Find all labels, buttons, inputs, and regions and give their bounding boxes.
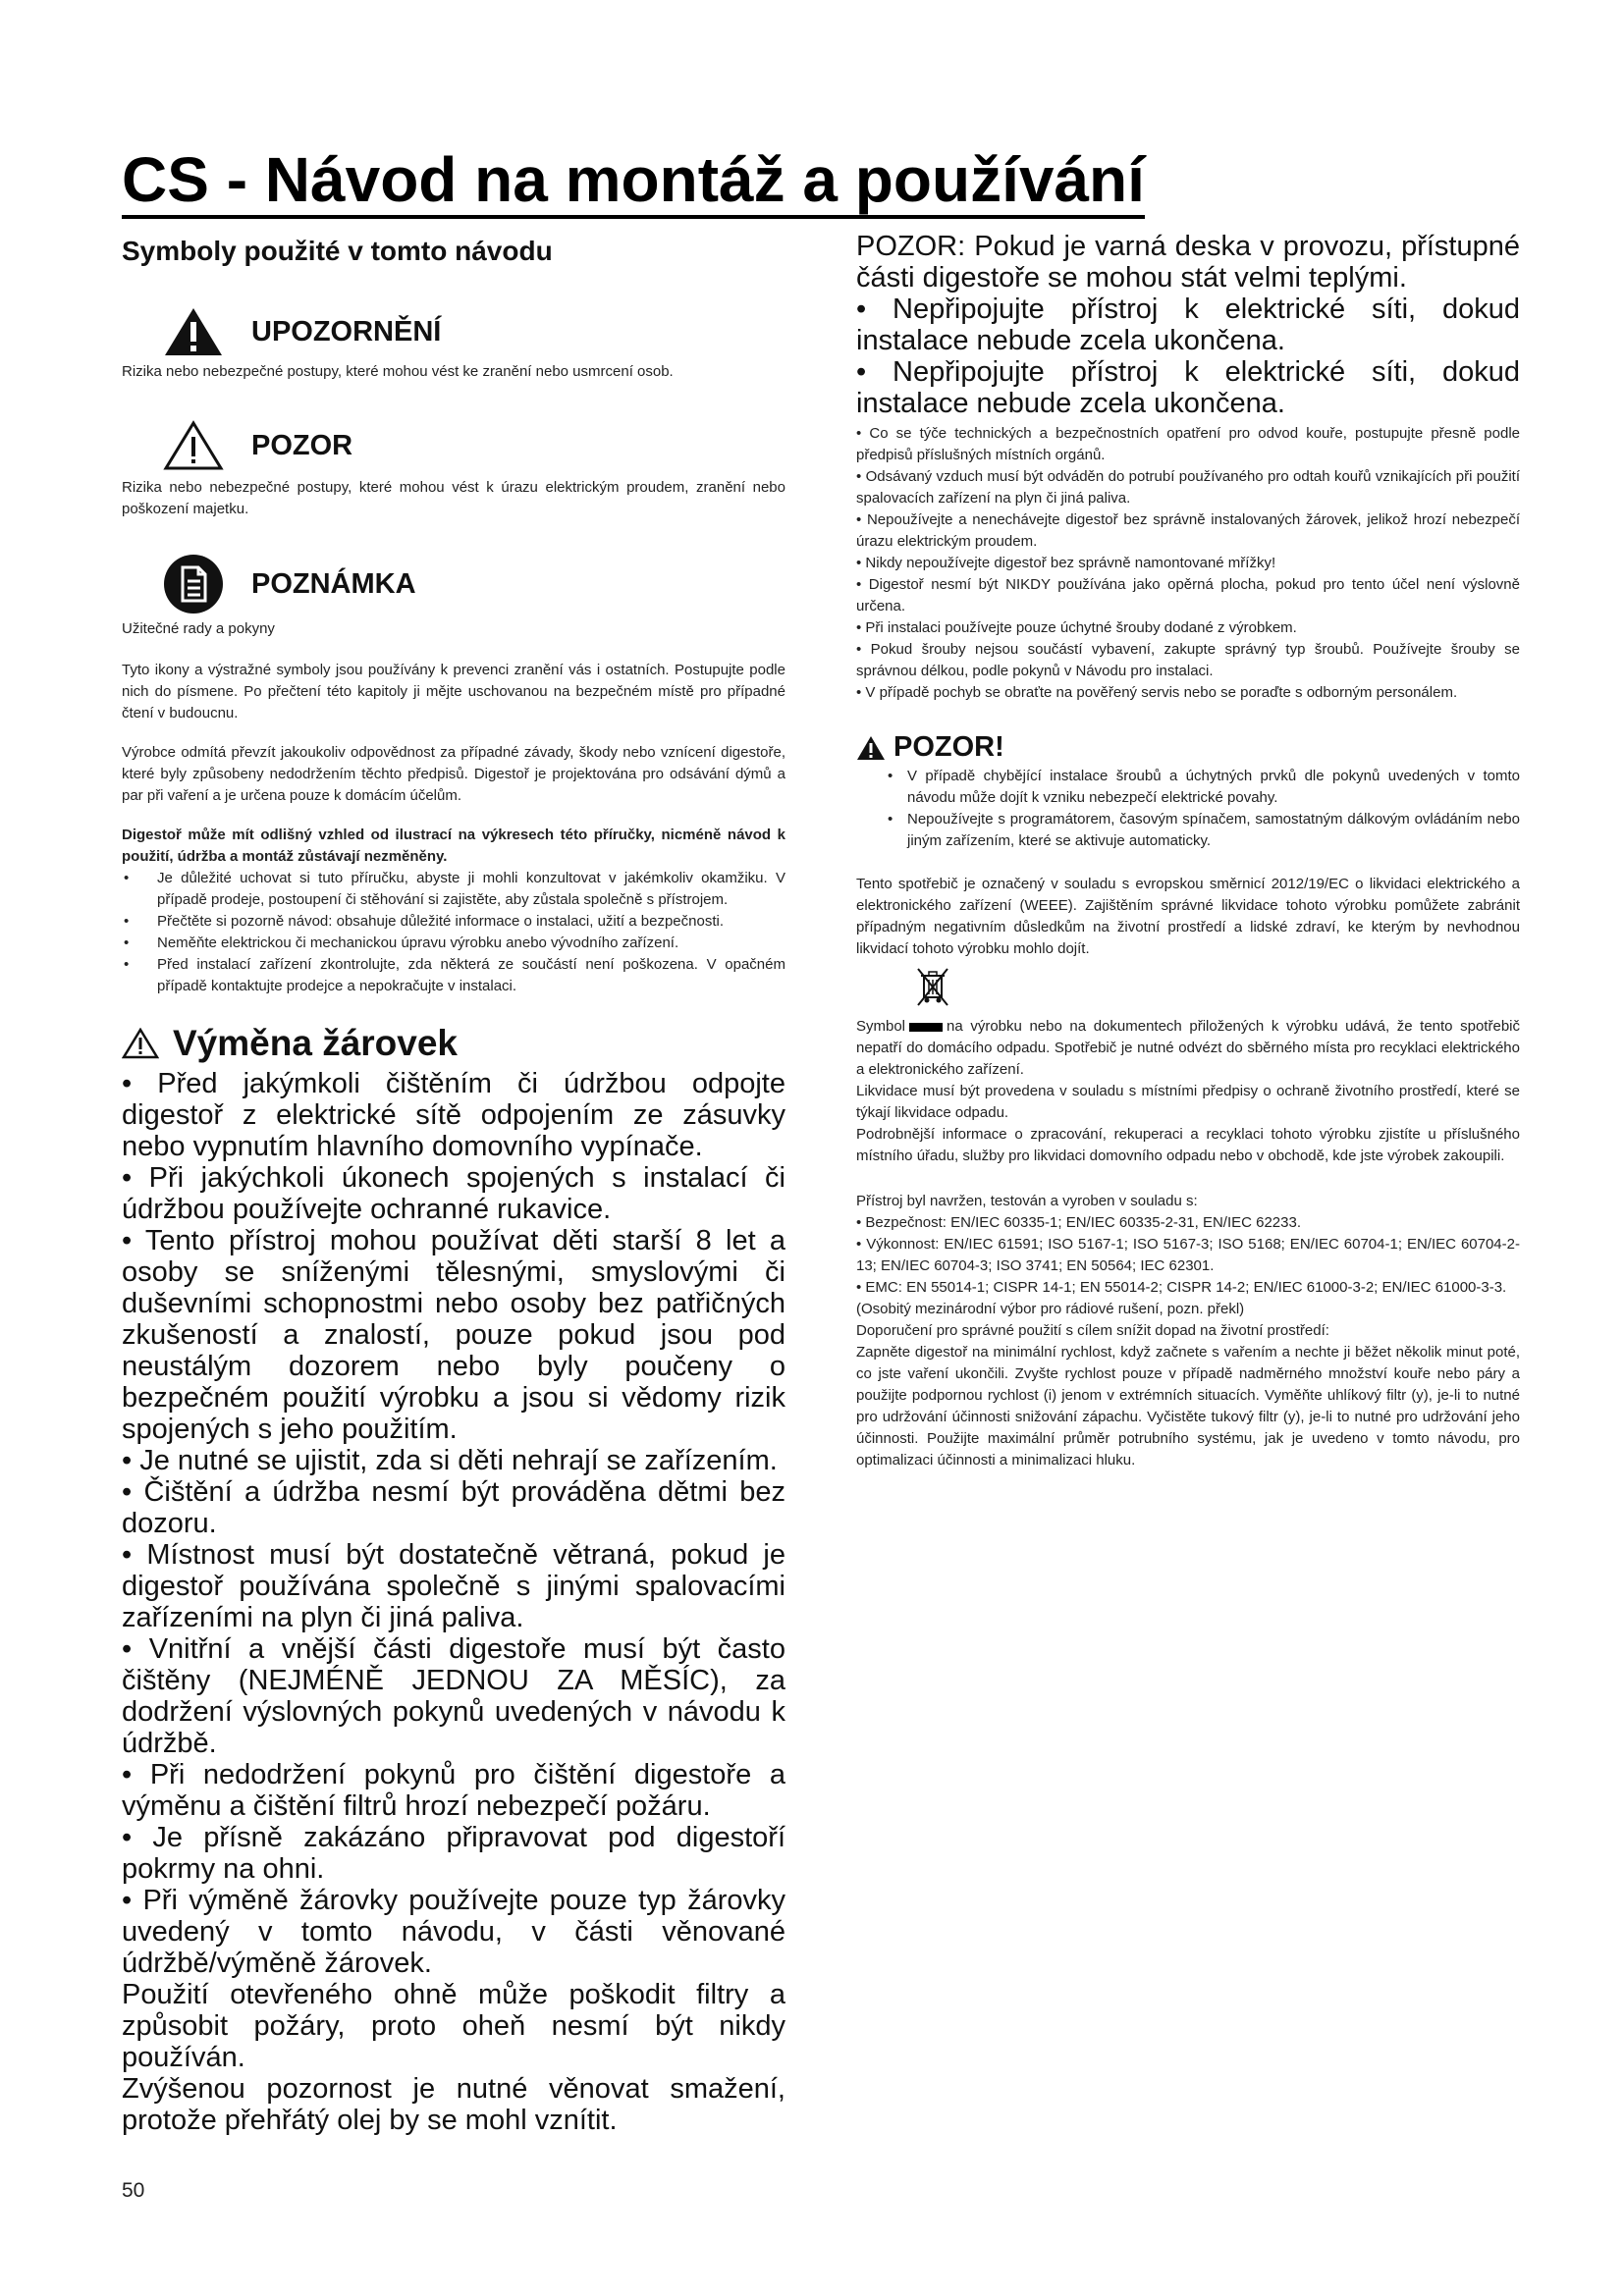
paragraph: Přístroj byl navržen, testován a vyroben v souladu s: [856, 1193, 1198, 1209]
list-item: • Je důležité uchovat si tuto příručku, abyste ji mohli konzultovat v jakémkoliv okamžiku. V případě prodeje, postoupení či stěhování si zajistěte, aby zůstala společně s přístrojem. [122, 868, 785, 911]
paragraph: • Před jakýmkoli čištěním či údržbou odpojte digestoř z elektrické sítě odpojením ze zásuvky nebo vypnutím hlavního domovního vypínače. [122, 1068, 785, 1162]
caution-text: Rizika nebo nebezpečné postupy, které mohou vést k úrazu elektrickým proudem, zranění nebo poškození majetku. [122, 479, 785, 517]
page-title: CS - Návod na montáž a používání [122, 147, 1145, 219]
paragraph: • Pokud šrouby nejsou součástí vybavení, zakupte správný typ šroubů. Používejte šrouby se správnou délkou, podle pokynů v Návodu pro instalaci. [856, 641, 1520, 679]
paragraph: • Tento přístroj mohou používat děti starší 8 let a osoby se sníženými tělesnými, smyslovými či duševními schopnostmi nebo osoby bez patřičných zkušeností a znalostí, pouze pokud jsou pod neustálým dozorem nebo byly poučeny o bezpečném použití výrobku a jsou si vědomy rizik spojených s jeho použitím. [122, 1225, 785, 1445]
warning-title: UPOZORNĚNÍ [251, 315, 442, 347]
symbol-paragraph [856, 1016, 1520, 1081]
warning-text: Rizika nebo nebezpečné postupy, které mohou vést ke zranění nebo usmrcení osob. [122, 363, 674, 380]
paragraph: • Je přísně zakázáno připravovat pod digestoří pokrmy na ohni. [122, 1822, 785, 1885]
paragraph: Doporučení pro správné použití s cílem snížit dopad na životní prostředí: [856, 1322, 1329, 1339]
paragraph: • Při nedodržení pokynů pro čištění digestoře a výměnu a čištění filtrů hrozí nebezpečí požáru. [122, 1759, 785, 1822]
paragraph: POZOR: Pokud je varná deska v provozu, přístupné části digestoře se mohou stát velmi teplými. [856, 231, 1520, 294]
paragraph: • Při výměně žárovky používejte pouze typ žárovky uvedený v tomto návodu, v části věnované údržbě/výměně žárovek. [122, 1885, 785, 1979]
paragraph: • Při jakýchkoli úkonech spojených s instalací či údržbou používejte ochranné rukavice. [122, 1162, 785, 1225]
paragraph: Použití otevřeného ohně může poškodit filtry a způsobit požáry, proto oheň nesmí být nikdy používán. [122, 1979, 785, 2073]
page-number: 50 [122, 2179, 145, 2202]
paragraph: • Vnitřní a vnější části digestoře musí být často čištěny (NEJMÉNĚ JEDNOU ZA MĚSÍC), za dodržení výslovných pokynů uvedených v návodu k údržbě. [122, 1633, 785, 1759]
paragraph: Zapněte digestoř na minimální rychlost, když začnete s vařením a nechte ji běžet několik minut poté, co jste vaření ukončili. Zvyšte rychlost pouze v případě nadměrného množství kouře nebo páry a použijte podpornou rychlost (i) jenom v extrémních situacích. Vyměňte uhlíkový filtr (y), je-li to nutné pro udržování účinnosti snižování zápachu. Vyčistěte tukový filtr (y), je-li to nutné pro udržování jeho účinnosti. Použijte maximální průměr potrubního systému, jak je uvedeno v tomto návodu, pro optimalizaci účinnosti a minimalizaci hluku. [856, 1344, 1520, 1468]
intro-text: Tyto ikony a výstražné symboly jsou používány k prevenci zranění vás i ostatních. Postupujte podle nich do písmene. Po přečtení této kapitoly ji mějte uschovanou na bezpečném místě pro případné čtení v budoucnu. [122, 662, 785, 721]
paragraph: • V případě pochyb se obraťte na pověřený servis nebo se poraďte s odborným personálem. [856, 684, 1458, 701]
bulb-heading-text: Výměna žárovek [173, 1023, 459, 1063]
pozor-bullet-list [886, 766, 1520, 852]
note-title: POZNÁMKA [251, 567, 416, 600]
list-item: • Přečtěte si pozorně návod: obsahuje důležité informace o instalaci, užití a bezpečnosti. [122, 911, 785, 933]
symbols-heading: Symboly použité v tomto návodu [122, 236, 553, 266]
warning-filled-triangle-icon [856, 735, 886, 761]
paragraph: • EMC: EN 55014-1; CISPR 14-1; EN 55014-2; CISPR 14-2; EN/IEC 61000-3-2; EN/IEC 61000-3-3. [856, 1279, 1507, 1296]
weee-bin-symbol [915, 966, 1520, 1014]
paragraph: • Nikdy nepoužívejte digestoř bez správně namontované mřížky! [856, 555, 1276, 571]
pozor-heading-text: POZOR! [893, 731, 1004, 763]
symbol-text: na výrobku nebo na dokumentech přiložených k výrobku udává, že tento spotřebič nepatří do domácího odpadu. Spotřebič je nutné odvézt do sběrného místa pro recyklaci elektrického a elektronického zařízení. [856, 1018, 1520, 1078]
paragraph: • Nepřipojujte přístroj k elektrické síti, dokud instalace nebude zcela ukončena. [856, 294, 1520, 356]
paragraph: • Nepoužívejte a nenechávejte digestoř bez správně instalovaných žárovek, jelikož hrozí nebezpečí úrazu elektrickým proudem. [856, 511, 1520, 550]
warning-symbol-row [163, 306, 785, 357]
bulb-paragraphs [122, 1068, 785, 2136]
list-item: • Před instalací zařízení zkontrolujte, zda některá ze součástí není poškozena. V opačném případě kontaktujte prodejce a nepokračujte v instalaci. [122, 954, 785, 997]
liquidation-text: Likvidace musí být provedena v souladu s místními předpisy o ochraně životního prostředí, které se týkají likvidace odpadu. [856, 1083, 1520, 1121]
right-column [856, 231, 1520, 1471]
caution-triangle-icon [163, 420, 224, 471]
paragraph: • Odsávaný vzduch musí být odváděn do potrubí používaného pro odtah kouřů vznikajících při použití spalovacích zařízení na plyn či jiná paliva. [856, 468, 1520, 507]
list-item: • Neměňte elektrickou či mechanickou úpravu výrobku anebo vývodního zařízení. [122, 933, 785, 954]
paragraph: • Je nutné se ujistit, zda si děti nehrají se zařízením. [122, 1445, 778, 1476]
left-column [122, 236, 785, 2136]
weee-text: Tento spotřebič je označený v souladu s evropskou směrnicí 2012/19/EC o likvidaci elektrického a elektronického zařízení (WEEE). Zajištěním správné likvidace tohoto výrobku pomůžete zabránit případným negativním důsledkům na životní prostředí a lidské zdraví, ke kterým by nevhodnou likvidací tohoto výrobku mohlo dojít. [856, 876, 1520, 957]
appearance-note: Digestoř může mít odlišný vzhled od ilustrací na výkresech této příručky, nicméně návod k použití, údržba a montáž zůstávají nezměněny. [122, 827, 785, 865]
paragraph: • Bezpečnost: EN/IEC 60335-1; EN/IEC 60335-2-31, EN/IEC 62233. [856, 1214, 1301, 1231]
symbol-label: Symbol [856, 1018, 906, 1035]
note-text: Užitečné rady a pokyny [122, 620, 275, 637]
safety-notes [856, 423, 1520, 704]
caution-title: POZOR [251, 429, 353, 461]
caution-symbol-row [163, 420, 785, 471]
note-symbol-row [163, 554, 785, 614]
details-text: Podrobnější informace o zpracování, rekuperaci a recyklaci tohoto výrobku zjistíte u příslušného místního úřadu, služby pro likvidaci domovního odpadu nebo v obchodě, kde jste výrobek zakoupili. [856, 1126, 1520, 1164]
crossed-out-bin-icon [915, 966, 950, 1009]
note-document-icon [163, 554, 224, 614]
liability-text: Výrobce odmítá převzít jakoukoliv odpovědnost za případné závady, škody nebo vznícení digestoře, které byly způsobeny nedodržením těchto předpisů. Digestoř je projektována pro odsávání dýmů a par při vaření a je určena pouze k domácím účelům. [122, 744, 785, 804]
standards-block [856, 1191, 1520, 1471]
pozor-heading [856, 731, 1520, 764]
paragraph: (Osobitý mezinárodní výbor pro rádiové rušení, pozn. překl) [856, 1301, 1245, 1317]
safety-bullet-list [122, 868, 785, 997]
paragraph: • Nepřipojujte přístroj k elektrické síti, dokud instalace nebude zcela ukončena. [856, 356, 1520, 419]
caution-triangle-icon [122, 1028, 159, 1059]
list-item: • Nepoužívejte s programátorem, časovým spínačem, samostatným dálkovým ovládáním nebo jiným zařízením, které se aktivuje automaticky. [886, 809, 1520, 852]
black-bar-icon [909, 1023, 943, 1032]
paragraph: • Co se týče technických a bezpečnostních opatření pro odvod kouře, postupujte přesně podle předpisů příslušných místních orgánů. [856, 425, 1520, 463]
list-item: • V případě chybějící instalace šroubů a úchytných prvků dle pokynů uvedených v tomto návodu může dojít k vzniku nebezpečí elektrické povahy. [886, 766, 1520, 809]
warning-filled-triangle-icon [163, 306, 224, 357]
paragraph: Zvýšenou pozornost je nutné věnovat smažení, protože přehřátý olej by se mohl vznítit. [122, 2073, 785, 2136]
paragraph: • Při instalaci používejte pouze úchytné šrouby dodané z výrobkem. [856, 619, 1297, 636]
paragraph: • Digestoř nesmí být NIKDY používána jako opěrná plocha, pokud pro tento účel není výslovně určena. [856, 576, 1520, 614]
paragraph: • Výkonnost: EN/IEC 61591; ISO 5167-1; ISO 5167-3; ISO 5168; EN/IEC 60704-1; EN/IEC 60704-2-13; EN/IEC 60704-3; ISO 3741; EN 50564; IEC 62301. [856, 1236, 1520, 1274]
paragraph: • Místnost musí být dostatečně větraná, pokud je digestoř používána společně s jinými spalovacími zařízeními na plyn či jiná paliva. [122, 1539, 785, 1633]
paragraph: • Čištění a údržba nesmí být prováděna dětmi bez dozoru. [122, 1476, 785, 1539]
bulb-heading [122, 1023, 785, 1064]
